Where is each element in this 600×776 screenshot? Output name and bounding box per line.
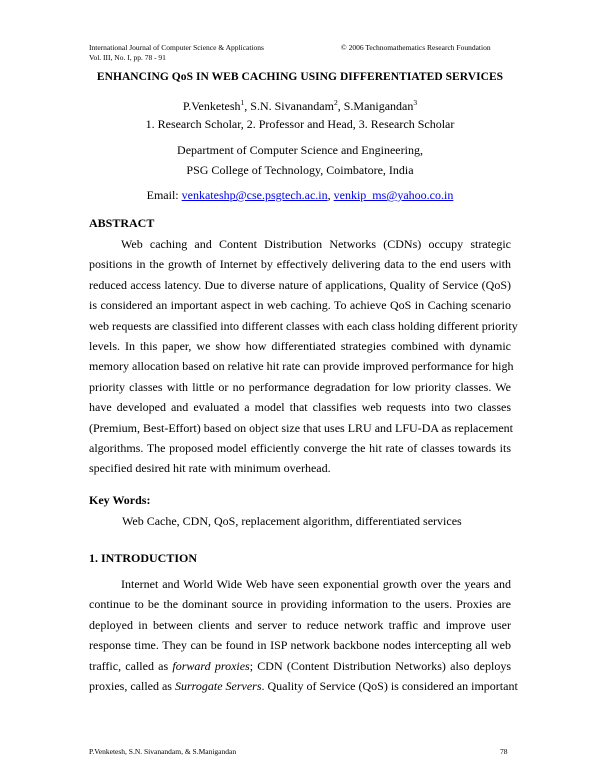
author-affiliation-mark: 1 xyxy=(240,98,245,107)
email-separator: , xyxy=(327,188,334,202)
paper-title: ENHANCING QoS IN WEB CACHING USING DIFFERENTIATED SERVICES xyxy=(96,71,504,83)
intro-line: continue to be the dominant source in providing information to the users. Proxies are xyxy=(89,597,511,612)
intro-emphasis: Surrogate Servers xyxy=(174,678,262,693)
author-affiliation-mark: 3 xyxy=(413,98,418,107)
department: Department of Computer Science and Engineering, xyxy=(177,143,423,157)
abstract-line: is considered an important aspect in web caching. To achieve QoS in Caching scenario xyxy=(89,298,511,313)
intro-text: traffic, called as xyxy=(89,658,173,673)
journal-volume: Vol. III, No. I, pp. 78 - 91 xyxy=(89,53,166,62)
abstract-line: Web caching and Content Distribution Networks (CDNs) occupy strategic xyxy=(121,237,511,251)
intro-text: . Quality of Service (QoS) is considered an important xyxy=(261,678,518,693)
journal-info xyxy=(89,43,264,63)
copyright-notice: © 2006 Technomathematics Research Foundation xyxy=(341,43,491,52)
keywords-heading: Key Words: xyxy=(89,493,151,507)
page-number: 78 xyxy=(500,747,508,756)
abstract-line: positions in the growth of Internet by effectively delivering data to the end users with xyxy=(89,257,511,272)
intro-emphasis: forward proxies xyxy=(172,658,250,673)
introduction-heading: 1. INTRODUCTION xyxy=(89,551,198,565)
abstract-line: levels. In this paper, we show how differentiated strategies combined with dynamic xyxy=(89,338,511,353)
email-label: Email: xyxy=(146,188,182,202)
footer-authors: P.Venketesh, S.N. Sivanandam, & S.Manigandan xyxy=(89,747,237,756)
journal-name: International Journal of Computer Science & Applications xyxy=(89,43,264,52)
intro-line: deployed in between clients and server to reduce network traffic and improve user xyxy=(89,617,511,632)
abstract-line: have developed and evaluated a model that classifies web requests into two classes xyxy=(89,400,511,415)
email-link-venkip[interactable]: venkip_ms@yahoo.co.in xyxy=(333,188,454,202)
abstract-line: specified desired hit rate with minimum overhead. xyxy=(89,461,331,476)
college: PSG College of Technology, Coimbatore, India xyxy=(186,163,414,177)
author-list xyxy=(0,95,600,114)
intro-text: proxies, called as xyxy=(89,678,175,693)
author-name: P.Venketesh xyxy=(182,99,241,113)
abstract-line: (Premium, Best-Effort) based on object size that uses LRU and LFU-DA as replacement xyxy=(89,420,514,435)
author-affiliation-mark: 2 xyxy=(333,98,338,107)
email-link-venketesh[interactable]: venkateshp@cse.psgtech.ac.in xyxy=(181,188,328,202)
abstract-heading: ABSTRACT xyxy=(89,216,155,230)
abstract-body xyxy=(89,234,518,479)
introduction-body xyxy=(89,574,518,696)
intro-line xyxy=(89,656,511,676)
author-name: , S.Manigandan xyxy=(337,99,414,113)
author-name: , S.N. Sivanandam xyxy=(244,99,334,113)
abstract-line: memory allocation based on relative hit rate can provide improved performance for high xyxy=(89,359,514,374)
intro-line: Internet and World Wide Web have seen exponential growth over the years and xyxy=(121,577,511,591)
intro-line: response time. They can be found in ISP network backbone nodes intercepting all web xyxy=(89,638,511,653)
abstract-line: algorithms. The proposed model efficiently converge the hit rate of classes towards its xyxy=(89,440,511,455)
author-roles: 1. Research Scholar, 2. Professor and Head, 3. Research Scholar xyxy=(145,117,455,131)
keywords-text: Web Cache, CDN, QoS, replacement algorithm, differentiated services xyxy=(122,514,462,528)
abstract-line: web requests are classified into different classes with each class holding different priority xyxy=(89,318,518,333)
intro-line xyxy=(89,676,518,696)
intro-text: ; CDN (Content Distribution Networks) also deploys xyxy=(249,658,512,673)
email-line xyxy=(0,188,600,203)
abstract-line: reduced access latency. Due to diverse nature of applications, Quality of Service (QoS) xyxy=(89,277,511,292)
abstract-line: priority classes with little or no performance degradation for low priority classes. We xyxy=(89,379,511,394)
